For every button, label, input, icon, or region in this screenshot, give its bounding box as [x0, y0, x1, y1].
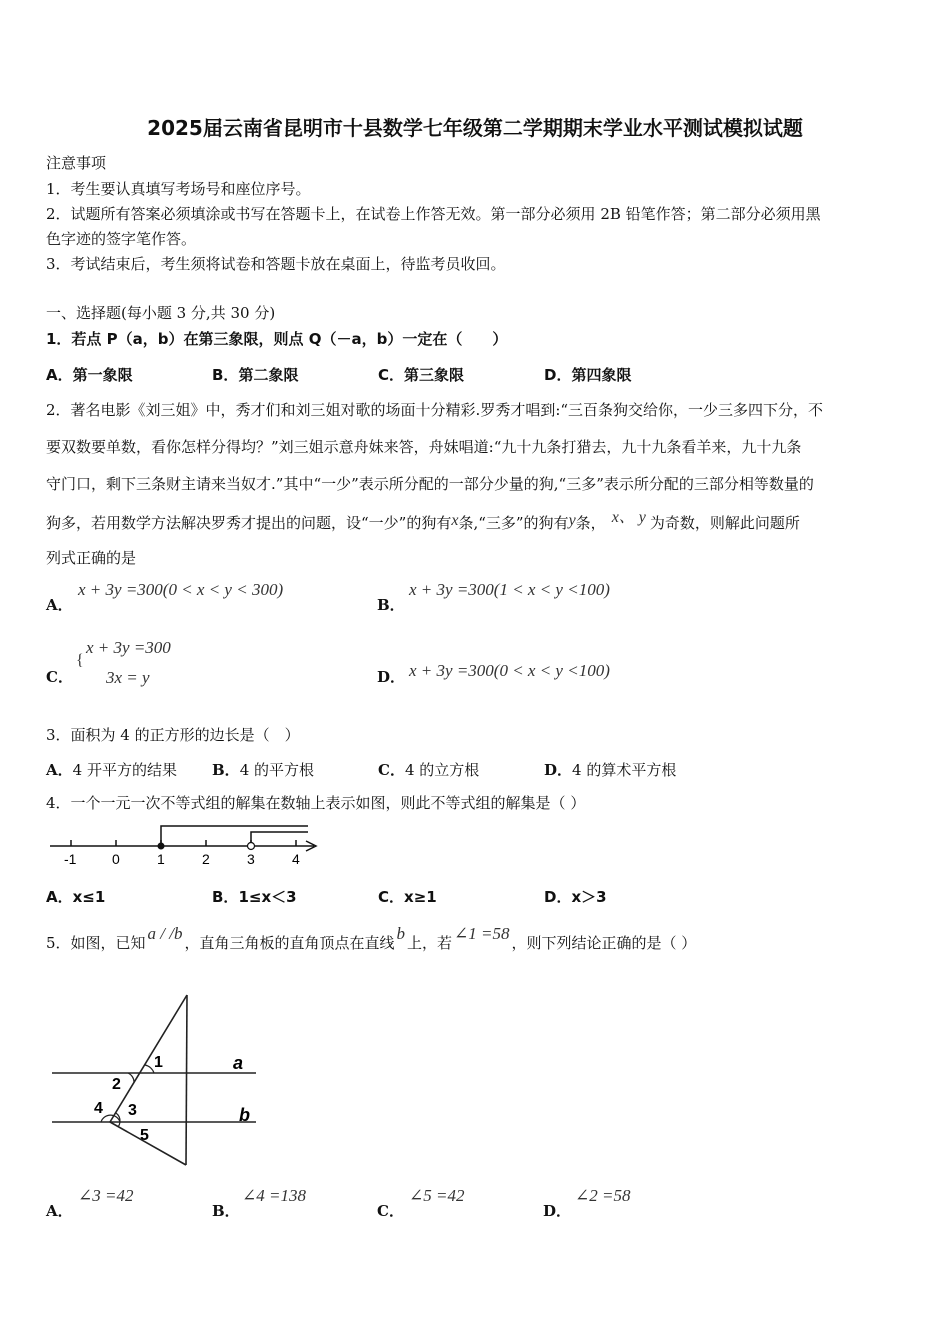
notice-item: 1．考生要认真填写考场号和座位序号。 [46, 180, 311, 198]
q2-option-a-math: x + 3y =300(0 < x < y < 300) [78, 580, 284, 599]
q5-option-b-label: B． [212, 1202, 240, 1220]
q5-option-b-math: ∠4 =138 [242, 1186, 306, 1205]
q3-option-b: B．4 的平方根 [212, 761, 314, 779]
tick-label: -1 [64, 851, 77, 867]
tick-label: 3 [247, 851, 255, 867]
angle-arc-1 [145, 1065, 154, 1073]
range-line-from-1 [161, 826, 308, 846]
closed-point-1 [158, 843, 165, 850]
tick-label: 0 [112, 851, 120, 867]
q2-option-b-label: B． [377, 596, 405, 614]
q2-option-c-brace: { [76, 652, 84, 669]
angle-label: 2 [112, 1076, 121, 1093]
angle-label: 1 [154, 1054, 163, 1071]
q2-option-c-eq1: x + 3y =300 [86, 638, 171, 657]
q2-option-c-eq2: 3x = y [106, 668, 150, 687]
q2-line: 要双数要单数，看你怎样分得均？”刘三姐示意舟妹来答，舟妹唱道:“九十九条打猎去，九十九条看羊来，九十九条 [46, 438, 802, 456]
range-line-from-3 [251, 832, 308, 842]
var-y: y [568, 512, 576, 529]
q2-line: 守门口，剩下三条财主请来当奴才.”其中“一少”表示所分配的一部分少量的狗,“三多”表示所分配的三部分相等数量的 [46, 475, 814, 493]
q4-option-c: C．x≥1 [378, 888, 437, 906]
math-angle1: ∠1 =58 [454, 924, 510, 943]
open-point-3 [248, 843, 255, 850]
q2-option-c-label: C． [46, 668, 73, 686]
math-a-parallel-b: a / /b [147, 924, 183, 943]
var-x: x [451, 512, 459, 529]
notice-item: 色字迹的签字笔作答。 [46, 230, 197, 248]
angle-label: 5 [140, 1127, 149, 1144]
q1-option-d: D．第四象限 [544, 366, 632, 384]
q4-option-b: B．1≤x＜3 [212, 888, 297, 906]
q2-option-d-label: D． [377, 668, 406, 686]
q2-option-a-label: A． [46, 596, 73, 614]
tick-label: 2 [202, 851, 210, 867]
var-xy: x、 y [611, 509, 646, 526]
q5-option-c-math: ∠5 =42 [409, 1186, 465, 1205]
q1-stem: 1．若点 P（a，b）在第三象限，则点 Q（－a，b）一定在（ ） [46, 330, 508, 348]
notice-item: 3．考试结束后，考生须将试卷和答题卡放在桌面上，待监考员收回。 [46, 255, 506, 273]
q5-option-c-label: C． [377, 1202, 404, 1220]
angle-arc-2 [128, 1073, 134, 1082]
page-title: 2025届云南省昆明市十县数学七年级第二学期期末学业水平测试模拟试题 [147, 116, 803, 140]
q4-stem: 4．一个一元一次不等式组的解集在数轴上表示如图，则此不等式组的解集是（ ） [46, 794, 586, 812]
math-b: b [396, 924, 406, 943]
angle-label: 3 [128, 1102, 137, 1119]
q5-option-d-math: ∠2 =58 [575, 1186, 631, 1205]
q3-option-c: C．4 的立方根 [378, 761, 480, 779]
q3-option-a: A．4 开平方的结果 [46, 761, 177, 779]
notice-item: 2．试题所有答案必须填涂或书写在答题卡上，在试卷上作答无效。第一部分必须用 2B 铅笔作答；第二部分必须用黑 [46, 205, 821, 223]
notice-heading: 注意事项 [46, 154, 107, 172]
q1-option-a: A．第一象限 [46, 366, 133, 384]
q1-option-b: B．第二象限 [212, 366, 299, 384]
q2-line: 列式正确的是 [46, 549, 137, 567]
q4-option-d: D．x＞3 [544, 888, 607, 906]
line-label-b: b [239, 1105, 250, 1125]
q4-option-a: A．x≤1 [46, 888, 106, 906]
tick-label: 1 [157, 851, 165, 867]
q5-stem: 5．如图，已知 a / /b ，直角三角板的直角顶点在直线 b 上，若 ∠1 =58 ，则下列结论正确的是（ ） [46, 924, 697, 952]
q2-option-d-math: x + 3y =300(0 < x < y <100) [409, 661, 610, 680]
q2-line: 2．著名电影《刘三姐》中，秀才们和刘三姐对歌的场面十分精彩.罗秀才唱到:“三百条狗交给你，一少三多四下分，不 [46, 401, 824, 419]
q3-option-d: D．4 的算术平方根 [544, 761, 677, 779]
section-heading: 一、选择题(每小题 3 分,共 30 分) [46, 304, 276, 322]
q2-line: 狗多，若用数学方法解决罗秀才提出的问题，设“一少”的狗有x条,“三多”的狗有y条， x、 y 为奇数，则解此问题所 [46, 509, 800, 532]
triangle-side [110, 995, 187, 1122]
triangle-side [186, 995, 187, 1165]
q2-option-b-math: x + 3y =300(1 < x < y <100) [409, 580, 610, 599]
q3-stem: 3．面积为 4 的正方形的边长是（ ） [46, 726, 300, 744]
q5-option-d-label: D． [543, 1202, 572, 1220]
geometry-figure [46, 985, 276, 1175]
line-label-a: a [233, 1053, 244, 1073]
tick-label: 4 [292, 851, 300, 867]
angle-label: 4 [94, 1100, 103, 1117]
number-line-figure [44, 820, 324, 870]
q5-option-a-math: ∠3 =42 [78, 1186, 134, 1205]
q5-option-a-label: A． [46, 1202, 73, 1220]
q1-option-c: C．第三象限 [378, 366, 465, 384]
